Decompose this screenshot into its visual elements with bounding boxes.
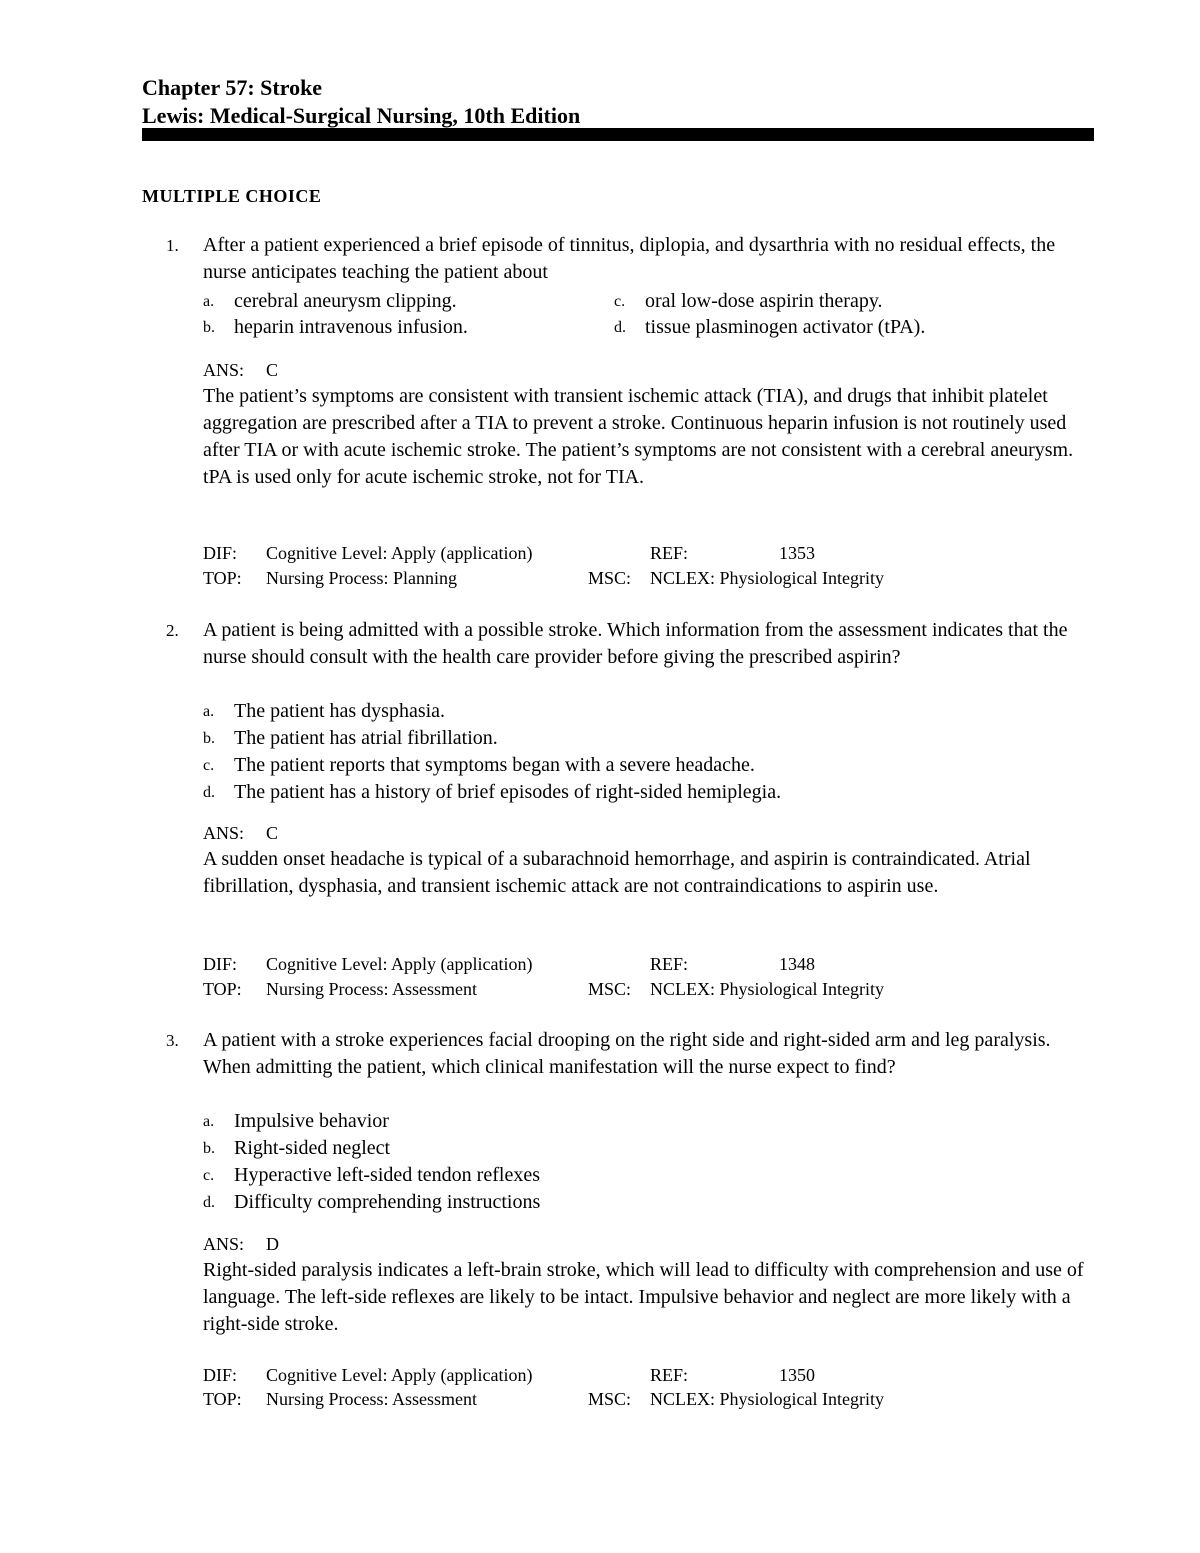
question-stem: A patient is being admitted with a possible stroke. Which information from the assessment indicates that the nurse should consult with the health care provider before giving the prescribed aspirin? bbox=[203, 619, 1068, 668]
option-text: The patient reports that symptoms began with a severe headache. bbox=[234, 754, 755, 776]
answer-label: ANS: bbox=[203, 823, 245, 843]
chapter-title: Chapter 57: Stroke bbox=[142, 75, 323, 100]
ref-value: 1350 bbox=[779, 1365, 815, 1385]
answer-label: ANS: bbox=[203, 360, 245, 380]
question-stem: After a patient experienced a brief episode of tinnitus, diplopia, and dysarthria with no residual effects, the nurse anticipates teaching the patient about bbox=[203, 234, 1056, 283]
option-text: The patient has atrial fibrillation. bbox=[234, 727, 498, 749]
msc-label: MSC: bbox=[588, 979, 632, 999]
top-label: TOP: bbox=[203, 568, 242, 588]
option-text: Hyperactive left-sided tendon reflexes bbox=[234, 1164, 540, 1186]
option-letter: d. bbox=[614, 319, 626, 336]
top-value: Nursing Process: Assessment bbox=[266, 979, 477, 999]
answer-value: C bbox=[266, 823, 279, 843]
dif-value: Cognitive Level: Apply (application) bbox=[266, 954, 533, 974]
msc-label: MSC: bbox=[588, 568, 632, 588]
option-letter: a. bbox=[203, 293, 215, 310]
answer-label: ANS: bbox=[203, 1234, 245, 1254]
dif-value: Cognitive Level: Apply (application) bbox=[266, 1365, 533, 1385]
answer-value: D bbox=[266, 1234, 279, 1254]
option-letter: c. bbox=[203, 1167, 215, 1184]
option-letter: b. bbox=[203, 1140, 215, 1157]
question-stem: A patient with a stroke experiences facial drooping on the right side and right-sided arm and leg paralysis. When admitting the patient, which clinical manifestation will the nurse expect to find? bbox=[203, 1029, 1051, 1078]
option-letter: b. bbox=[203, 319, 215, 336]
ref-value: 1353 bbox=[779, 543, 815, 563]
question-number: 3. bbox=[166, 1031, 179, 1050]
ref-label: REF: bbox=[650, 543, 689, 563]
option-text: heparin intravenous infusion. bbox=[234, 316, 468, 338]
top-value: Nursing Process: Assessment bbox=[266, 1389, 477, 1409]
rationale: A sudden onset headache is typical of a subarachnoid hemorrhage, and aspirin is contraindicated. Atrial fibrillation, dysphasia, and transient ischemic attack are not contraindications to aspirin use. bbox=[203, 848, 1031, 897]
msc-value: NCLEX: Physiological Integrity bbox=[650, 1389, 884, 1409]
ref-label: REF: bbox=[650, 1365, 689, 1385]
book-title: Lewis: Medical-Surgical Nursing, 10th Edition bbox=[142, 103, 581, 128]
option-text: The patient has dysphasia. bbox=[234, 700, 446, 722]
question-number: 2. bbox=[166, 621, 179, 640]
option-letter: a. bbox=[203, 703, 215, 720]
ref-value: 1348 bbox=[779, 954, 815, 974]
ref-label: REF: bbox=[650, 954, 689, 974]
option-text: cerebral aneurysm clipping. bbox=[234, 290, 457, 312]
rationale: Right-sided paralysis indicates a left-brain stroke, which will lead to difficulty with comprehension and use of language. The left-side reflexes are likely to be intact. Impulsive behavior and neglect are more likely with a right-side stroke. bbox=[203, 1259, 1084, 1335]
option-text: Right-sided neglect bbox=[234, 1137, 391, 1159]
question-number: 1. bbox=[166, 236, 179, 255]
rationale: The patient’s symptoms are consistent with transient ischemic attack (TIA), and drugs that inhibit platelet aggregation are prescribed after a TIA to prevent a stroke. Continuous heparin infusion is not routinely used after TIA or with acute ischemic stroke. The patient’s symptoms are not consistent with a cerebral aneurysm. tPA is used only for acute ischemic stroke, not for TIA. bbox=[203, 385, 1074, 488]
option-text: tissue plasminogen activator (tPA). bbox=[645, 316, 926, 338]
top-value: Nursing Process: Planning bbox=[266, 568, 457, 588]
dif-label: DIF: bbox=[203, 543, 238, 563]
header-rule bbox=[142, 128, 1094, 141]
dif-value: Cognitive Level: Apply (application) bbox=[266, 543, 533, 563]
top-label: TOP: bbox=[203, 1389, 242, 1409]
msc-value: NCLEX: Physiological Integrity bbox=[650, 568, 884, 588]
dif-label: DIF: bbox=[203, 1365, 238, 1385]
msc-value: NCLEX: Physiological Integrity bbox=[650, 979, 884, 999]
answer-value: C bbox=[266, 360, 279, 380]
dif-label: DIF: bbox=[203, 954, 238, 974]
top-label: TOP: bbox=[203, 979, 242, 999]
section-title: MULTIPLE CHOICE bbox=[142, 186, 322, 206]
option-text: oral low-dose aspirin therapy. bbox=[645, 290, 883, 312]
option-text: Difficulty comprehending instructions bbox=[234, 1191, 541, 1213]
option-letter: d. bbox=[203, 1194, 215, 1211]
option-text: The patient has a history of brief episodes of right-sided hemiplegia. bbox=[234, 781, 782, 803]
option-letter: d. bbox=[203, 784, 215, 801]
msc-label: MSC: bbox=[588, 1389, 632, 1409]
option-letter: b. bbox=[203, 730, 215, 747]
option-letter: a. bbox=[203, 1113, 215, 1130]
option-letter: c. bbox=[203, 757, 215, 774]
option-letter: c. bbox=[614, 293, 626, 310]
option-text: Impulsive behavior bbox=[234, 1110, 389, 1132]
